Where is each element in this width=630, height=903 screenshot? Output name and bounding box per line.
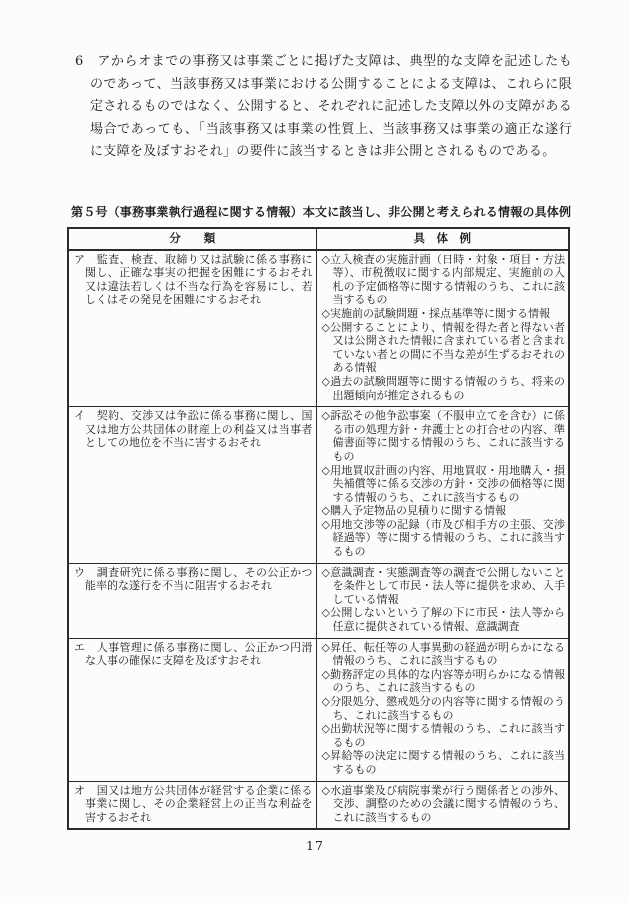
example-item: ◇用地交渉等の記録（市及び相手方の主張、交渉経過等）等に関する情報のうち、これに該当するもの: [321, 517, 565, 559]
examples-cell: [316, 250, 569, 407]
category-text: エ 人事管理に係る事務に関し、公正かつ円滑な人事の確保に支障を及ぼすおそれ: [74, 640, 313, 668]
table-title: 第５号（事務事業執行過程に関する情報）本文に該当し、非公開と考えられる情報の具体例: [71, 205, 572, 219]
table-header-row: [68, 228, 569, 250]
examples-table: [67, 227, 570, 830]
example-item: ◇公開しないという了解の下に市民・法人等から任意に提供されている情報、意識調査: [321, 606, 565, 634]
example-item: ◇購入予定物品の見積りに関する情報: [321, 504, 506, 518]
example-item: ◇実施前の試験問題・採点基準等に関する情報: [321, 306, 550, 320]
category-cell: [68, 781, 316, 829]
intro-paragraph: 6 アからオまでの事務又は事業ごとに掲げた支障は、典型的な支障を記述したものであって、当該事務又は事業における公開することによる支障は、これらに限定されるものではなく、公開すると、それぞれに記述した支障以外の支障がある場合であっても、「当該事務又は事業の性質上、当該事務又は事業の適正な遂行に支障を及ぼすおそれ」の要件に該当するときは非公開とされるものである。: [75, 54, 572, 159]
table-row-ア: [68, 250, 569, 407]
category-cell: [68, 407, 316, 564]
example-item: ◇水道事業及び病院事業が行う関係者との渉外、交渉、調整のための会議に関する情報のうち、これに該当するもの: [321, 783, 565, 824]
category-text: ウ 調査研究に係る事務に関し、その公正かつ能率的な遂行を不当に阻害するおそれ: [74, 565, 313, 593]
example-item: ◇勤務評定の具体的な内容等が明らかになる情報のうち、これに該当するもの: [321, 667, 565, 695]
table-row-エ: [68, 638, 569, 781]
examples-cell: [316, 563, 569, 638]
example-item: ◇用地買収計画の内容、用地買収・用地購入・損失補償等に係る交渉の方針・交渉の価格等に関する情報のうち、これに該当するもの: [321, 463, 565, 504]
header-examples: 具 体 例: [316, 228, 569, 250]
example-item: ◇訴訟その他争訟事案（不服申立てを含む）に係る市の処理方針・弁護士との打合せの内容、準備書面等に関する情報のうち、これに該当するもの: [321, 409, 565, 463]
examples-cell: [316, 638, 569, 781]
example-item: ◇分限処分、懲戒処分の内容等に関する情報のうち、これに該当するもの: [321, 695, 565, 722]
category-cell: [68, 563, 316, 638]
category-text: ア 監査、検査、取締り又は試験に係る事務に関し、正確な事実の把握を困難にするおそれ又は違法若しくは不当な行為を容易にし、若しくはその発見を困難にするおそれ: [74, 252, 313, 307]
examples-cell: [316, 781, 569, 829]
category-cell: [68, 638, 316, 781]
table-row-ウ: [68, 563, 569, 638]
table-row-オ: [68, 781, 569, 829]
examples-cell: [316, 407, 569, 564]
page-number: 17: [306, 838, 324, 853]
example-item: ◇公開することにより、情報を得た者と得ない者又は公開された情報に含まれている者と含まれていない者との間に不当な差が生ずるおそれのある情報: [321, 320, 565, 375]
table-row-イ: [68, 407, 569, 564]
category-cell: [68, 250, 316, 407]
example-item: ◇出勤状況等に関する情報のうち、これに該当するもの: [321, 722, 565, 749]
example-item: ◇立入検査の実施計画（日時・対象・項目・方法等）、市税徴収に関する内部規定、実施前の入札の予定価格等に関する情報のうち、これに該当するもの: [321, 252, 565, 307]
example-item: ◇過去の試験問題等に関する情報のうち、将来の出題傾向が推定されるもの: [321, 374, 565, 402]
example-item: ◇昇任、転任等の人事異動の経過が明らかになる情報のうち、これに該当するもの: [321, 640, 565, 668]
header-category: 分 類: [68, 228, 316, 250]
example-item: ◇意識調査・実態調査等の調査で公開しないことを条件として市民・法人等に提供を求め、入手している情報: [321, 565, 565, 606]
category-text: イ 契約、交渉又は争訟に係る事務に関し、国又は地方公共団体の財産上の利益又は当事者としての地位を不当に害するおそれ: [74, 409, 313, 450]
example-item: ◇昇給等の決定に関する情報のうち、これに該当するもの: [321, 749, 565, 776]
category-text: オ 国又は地方公共団体が経営する企業に係る事業に関し、その企業経営上の正当な利益を害するおそれ: [74, 783, 313, 824]
